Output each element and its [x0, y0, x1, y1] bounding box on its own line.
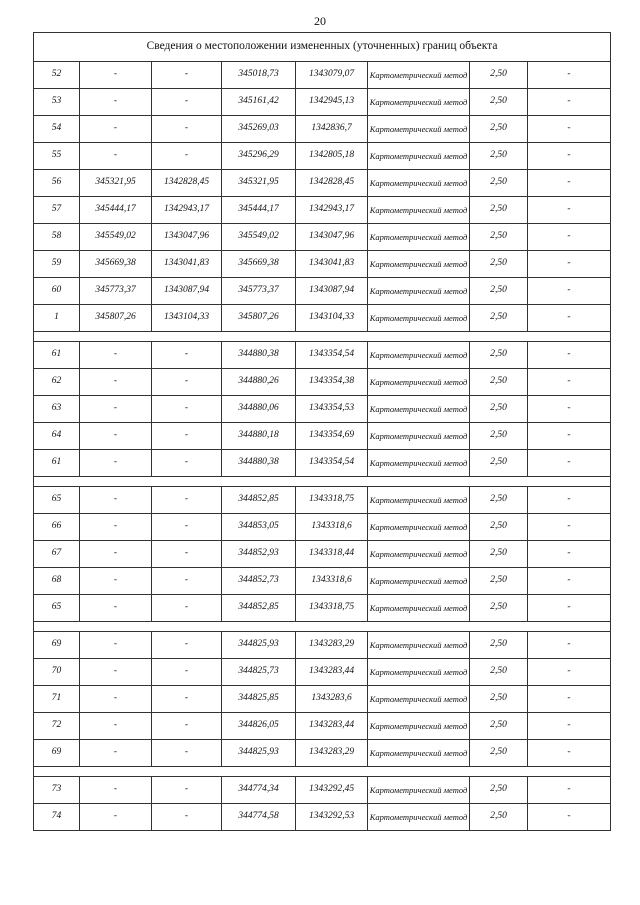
table-row [34, 777, 611, 804]
cell-new-y: 1342943,17 [296, 197, 368, 224]
cell-old-y: - [152, 487, 222, 514]
cell-point-number: 57 [34, 197, 80, 224]
cell-new-y: 1343318,75 [296, 595, 368, 622]
cell-point-number: 70 [34, 659, 80, 686]
cell-old-x: - [80, 804, 152, 831]
cell-old-x: 345773,37 [80, 278, 152, 305]
cell-method: Картометрический метод [368, 686, 470, 713]
cell-accuracy: 2,50 [470, 278, 528, 305]
cell-old-x: - [80, 777, 152, 804]
cell-description: - [528, 197, 611, 224]
cell-old-x: 345444,17 [80, 197, 152, 224]
cell-point-number: 67 [34, 541, 80, 568]
table-row [34, 342, 611, 369]
cell-old-y: - [152, 713, 222, 740]
cell-new-x: 344880,38 [222, 450, 296, 477]
cell-new-y: 1343283,44 [296, 659, 368, 686]
cell-new-x: 344774,34 [222, 777, 296, 804]
group-separator-row [34, 332, 611, 342]
cell-method: Картометрический метод [368, 568, 470, 595]
cell-old-x: - [80, 514, 152, 541]
cell-new-x: 345269,03 [222, 116, 296, 143]
cell-description: - [528, 740, 611, 767]
cell-new-x: 345773,37 [222, 278, 296, 305]
cell-old-x: - [80, 659, 152, 686]
cell-old-y: - [152, 450, 222, 477]
cell-accuracy: 2,50 [470, 740, 528, 767]
cell-point-number: 52 [34, 62, 80, 89]
cell-accuracy: 2,50 [470, 305, 528, 332]
cell-method: Картометрический метод [368, 740, 470, 767]
cell-description: - [528, 514, 611, 541]
cell-description: - [528, 595, 611, 622]
cell-method: Картометрический метод [368, 251, 470, 278]
cell-point-number: 69 [34, 740, 80, 767]
cell-new-y: 1343292,53 [296, 804, 368, 831]
cell-new-y: 1343079,07 [296, 62, 368, 89]
cell-accuracy: 2,50 [470, 804, 528, 831]
cell-point-number: 60 [34, 278, 80, 305]
cell-old-x: 345321,95 [80, 170, 152, 197]
cell-new-y: 1343354,53 [296, 396, 368, 423]
table-row [34, 804, 611, 831]
cell-old-y: 1343104,33 [152, 305, 222, 332]
cell-description: - [528, 568, 611, 595]
cell-old-x: - [80, 487, 152, 514]
cell-old-y: - [152, 777, 222, 804]
cell-new-x: 344880,06 [222, 396, 296, 423]
cell-accuracy: 2,50 [470, 514, 528, 541]
cell-method: Картометрический метод [368, 423, 470, 450]
cell-new-y: 1343283,29 [296, 740, 368, 767]
cell-old-x: - [80, 686, 152, 713]
cell-accuracy: 2,50 [470, 170, 528, 197]
cell-old-y: - [152, 143, 222, 170]
cell-point-number: 72 [34, 713, 80, 740]
table-row [34, 89, 611, 116]
cell-new-x: 344852,73 [222, 568, 296, 595]
cell-description: - [528, 278, 611, 305]
cell-new-x: 344852,85 [222, 595, 296, 622]
cell-point-number: 74 [34, 804, 80, 831]
group-separator-row [34, 477, 611, 487]
cell-old-y: 1342828,45 [152, 170, 222, 197]
cell-new-y: 1343104,33 [296, 305, 368, 332]
cell-new-x: 344880,26 [222, 369, 296, 396]
cell-accuracy: 2,50 [470, 450, 528, 477]
cell-new-y: 1343292,45 [296, 777, 368, 804]
cell-old-y: - [152, 686, 222, 713]
cell-old-y: - [152, 514, 222, 541]
cell-new-x: 345807,26 [222, 305, 296, 332]
cell-old-x: - [80, 89, 152, 116]
cell-point-number: 62 [34, 369, 80, 396]
cell-description: - [528, 251, 611, 278]
cell-method: Картометрический метод [368, 170, 470, 197]
cell-new-y: 1343318,6 [296, 514, 368, 541]
cell-point-number: 66 [34, 514, 80, 541]
table-row [34, 686, 611, 713]
cell-old-y: - [152, 396, 222, 423]
table-row [34, 251, 611, 278]
cell-old-x: 345549,02 [80, 224, 152, 251]
cell-old-y: - [152, 568, 222, 595]
cell-new-x: 344825,85 [222, 686, 296, 713]
cell-new-x: 344853,05 [222, 514, 296, 541]
table-row [34, 423, 611, 450]
table-row [34, 143, 611, 170]
cell-old-x: - [80, 116, 152, 143]
cell-description: - [528, 487, 611, 514]
group-separator-row [34, 767, 611, 777]
cell-old-y: - [152, 423, 222, 450]
cell-description: - [528, 116, 611, 143]
cell-new-x: 344852,93 [222, 541, 296, 568]
cell-method: Картометрический метод [368, 659, 470, 686]
cell-new-x: 345549,02 [222, 224, 296, 251]
cell-old-x: - [80, 342, 152, 369]
cell-point-number: 65 [34, 595, 80, 622]
cell-method: Картометрический метод [368, 713, 470, 740]
cell-description: - [528, 342, 611, 369]
table-row [34, 632, 611, 659]
cell-new-y: 1343283,6 [296, 686, 368, 713]
cell-description: - [528, 450, 611, 477]
cell-new-x: 345669,38 [222, 251, 296, 278]
cell-old-y: 1343041,83 [152, 251, 222, 278]
table-row [34, 541, 611, 568]
cell-accuracy: 2,50 [470, 659, 528, 686]
cell-point-number: 63 [34, 396, 80, 423]
cell-description: - [528, 659, 611, 686]
cell-new-x: 344852,85 [222, 487, 296, 514]
cell-new-y: 1343318,75 [296, 487, 368, 514]
table-row [34, 740, 611, 767]
cell-point-number: 59 [34, 251, 80, 278]
cell-accuracy: 2,50 [470, 423, 528, 450]
cell-method: Картометрический метод [368, 487, 470, 514]
cell-method: Картометрический метод [368, 369, 470, 396]
cell-description: - [528, 686, 611, 713]
table-row [34, 170, 611, 197]
cell-old-y: - [152, 342, 222, 369]
cell-new-y: 1342945,13 [296, 89, 368, 116]
cell-old-y: - [152, 116, 222, 143]
cell-point-number: 71 [34, 686, 80, 713]
cell-old-x: - [80, 143, 152, 170]
cell-point-number: 1 [34, 305, 80, 332]
table-row [34, 224, 611, 251]
table-row [34, 595, 611, 622]
group-separator [34, 477, 611, 487]
cell-description: - [528, 541, 611, 568]
cell-point-number: 53 [34, 89, 80, 116]
cell-method: Картометрический метод [368, 342, 470, 369]
cell-old-x: - [80, 369, 152, 396]
cell-accuracy: 2,50 [470, 541, 528, 568]
cell-new-y: 1343354,69 [296, 423, 368, 450]
boundary-coordinates-table [33, 32, 611, 831]
cell-new-y: 1343318,44 [296, 541, 368, 568]
cell-new-y: 1343087,94 [296, 278, 368, 305]
cell-description: - [528, 224, 611, 251]
cell-old-x: - [80, 423, 152, 450]
cell-point-number: 73 [34, 777, 80, 804]
cell-old-x: 345669,38 [80, 251, 152, 278]
table-row [34, 713, 611, 740]
cell-method: Картометрический метод [368, 804, 470, 831]
cell-description: - [528, 62, 611, 89]
cell-old-y: - [152, 595, 222, 622]
cell-old-y: - [152, 804, 222, 831]
cell-new-x: 344825,73 [222, 659, 296, 686]
cell-accuracy: 2,50 [470, 713, 528, 740]
cell-accuracy: 2,50 [470, 89, 528, 116]
cell-point-number: 68 [34, 568, 80, 595]
cell-new-y: 1343041,83 [296, 251, 368, 278]
cell-new-x: 345296,29 [222, 143, 296, 170]
cell-old-y: - [152, 659, 222, 686]
cell-description: - [528, 396, 611, 423]
cell-new-y: 1342836,7 [296, 116, 368, 143]
cell-method: Картометрический метод [368, 396, 470, 423]
cell-new-x: 344774,58 [222, 804, 296, 831]
cell-accuracy: 2,50 [470, 251, 528, 278]
cell-method: Картометрический метод [368, 450, 470, 477]
cell-point-number: 56 [34, 170, 80, 197]
table-row [34, 278, 611, 305]
cell-old-y: - [152, 369, 222, 396]
group-separator [34, 622, 611, 632]
cell-accuracy: 2,50 [470, 396, 528, 423]
cell-old-x: - [80, 595, 152, 622]
cell-description: - [528, 369, 611, 396]
cell-accuracy: 2,50 [470, 224, 528, 251]
cell-method: Картометрический метод [368, 197, 470, 224]
table-row [34, 396, 611, 423]
cell-old-y: - [152, 89, 222, 116]
table-row [34, 450, 611, 477]
cell-method: Картометрический метод [368, 278, 470, 305]
cell-description: - [528, 632, 611, 659]
cell-new-x: 345161,42 [222, 89, 296, 116]
table-row [34, 62, 611, 89]
cell-method: Картометрический метод [368, 116, 470, 143]
cell-accuracy: 2,50 [470, 595, 528, 622]
cell-old-x: - [80, 568, 152, 595]
table-title-row [34, 33, 611, 62]
cell-description: - [528, 777, 611, 804]
cell-description: - [528, 143, 611, 170]
cell-new-y: 1342828,45 [296, 170, 368, 197]
cell-old-y: 1342943,17 [152, 197, 222, 224]
cell-accuracy: 2,50 [470, 116, 528, 143]
cell-new-y: 1342805,18 [296, 143, 368, 170]
table-row [34, 369, 611, 396]
cell-new-y: 1343318,6 [296, 568, 368, 595]
cell-old-x: - [80, 450, 152, 477]
cell-old-y: 1343047,96 [152, 224, 222, 251]
table-title: Сведения о местоположении измененных (уточненных) границ объекта [34, 33, 611, 62]
page-number: 20 [314, 14, 326, 28]
cell-method: Картометрический метод [368, 143, 470, 170]
cell-accuracy: 2,50 [470, 197, 528, 224]
group-separator-row [34, 622, 611, 632]
cell-new-x: 345321,95 [222, 170, 296, 197]
table-row [34, 305, 611, 332]
group-separator [34, 767, 611, 777]
cell-accuracy: 2,50 [470, 487, 528, 514]
cell-accuracy: 2,50 [470, 369, 528, 396]
cell-old-x: - [80, 541, 152, 568]
cell-old-x: - [80, 62, 152, 89]
cell-new-x: 344826,05 [222, 713, 296, 740]
cell-accuracy: 2,50 [470, 777, 528, 804]
table-row [34, 659, 611, 686]
cell-new-x: 344880,18 [222, 423, 296, 450]
cell-method: Картометрический метод [368, 541, 470, 568]
cell-point-number: 65 [34, 487, 80, 514]
table-row [34, 487, 611, 514]
cell-accuracy: 2,50 [470, 568, 528, 595]
cell-accuracy: 2,50 [470, 686, 528, 713]
cell-description: - [528, 423, 611, 450]
cell-old-x: - [80, 396, 152, 423]
cell-point-number: 61 [34, 450, 80, 477]
cell-method: Картометрический метод [368, 62, 470, 89]
cell-method: Картометрический метод [368, 89, 470, 116]
cell-point-number: 64 [34, 423, 80, 450]
cell-old-x: 345807,26 [80, 305, 152, 332]
cell-point-number: 69 [34, 632, 80, 659]
cell-old-x: - [80, 632, 152, 659]
cell-method: Картометрический метод [368, 777, 470, 804]
cell-point-number: 55 [34, 143, 80, 170]
cell-description: - [528, 804, 611, 831]
cell-new-y: 1343283,29 [296, 632, 368, 659]
cell-old-y: - [152, 632, 222, 659]
table-row [34, 116, 611, 143]
cell-description: - [528, 713, 611, 740]
cell-new-y: 1343283,44 [296, 713, 368, 740]
cell-accuracy: 2,50 [470, 62, 528, 89]
cell-method: Картометрический метод [368, 514, 470, 541]
cell-description: - [528, 170, 611, 197]
cell-old-x: - [80, 713, 152, 740]
cell-new-y: 1343047,96 [296, 224, 368, 251]
cell-accuracy: 2,50 [470, 342, 528, 369]
table-row [34, 197, 611, 224]
cell-new-x: 344825,93 [222, 740, 296, 767]
cell-point-number: 61 [34, 342, 80, 369]
cell-new-x: 345444,17 [222, 197, 296, 224]
cell-old-x: - [80, 740, 152, 767]
cell-description: - [528, 305, 611, 332]
group-separator [34, 332, 611, 342]
cell-point-number: 54 [34, 116, 80, 143]
cell-method: Картометрический метод [368, 595, 470, 622]
cell-accuracy: 2,50 [470, 143, 528, 170]
table-row [34, 514, 611, 541]
cell-point-number: 58 [34, 224, 80, 251]
cell-method: Картометрический метод [368, 632, 470, 659]
table-row [34, 568, 611, 595]
cell-new-x: 345018,73 [222, 62, 296, 89]
cell-new-y: 1343354,38 [296, 369, 368, 396]
cell-old-y: - [152, 740, 222, 767]
cell-new-x: 344880,38 [222, 342, 296, 369]
cell-new-y: 1343354,54 [296, 450, 368, 477]
cell-method: Картометрический метод [368, 305, 470, 332]
cell-old-y: - [152, 62, 222, 89]
cell-old-y: - [152, 541, 222, 568]
cell-new-x: 344825,93 [222, 632, 296, 659]
cell-old-y: 1343087,94 [152, 278, 222, 305]
cell-method: Картометрический метод [368, 224, 470, 251]
cell-accuracy: 2,50 [470, 632, 528, 659]
cell-description: - [528, 89, 611, 116]
cell-new-y: 1343354,54 [296, 342, 368, 369]
